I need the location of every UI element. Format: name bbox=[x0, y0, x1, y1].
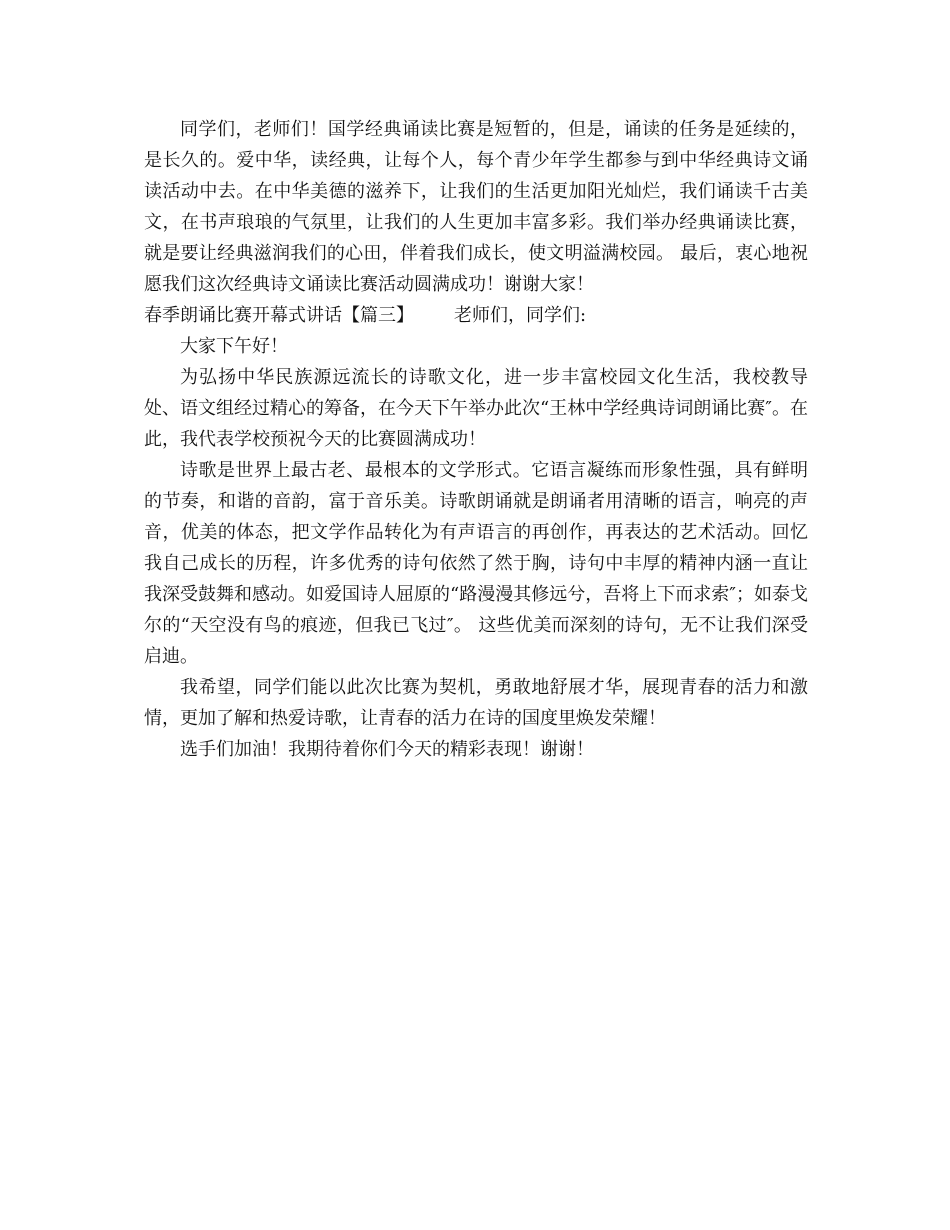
body-paragraph-1: 为弘扬中华民族源远流长的诗歌文化，进一步丰富校园文化生活，我校教导处、语文组经过精心的筹备，在今天下午举办此次“王林中学经典诗词朗诵比赛″。在此，我代表学校预祝今天的比赛圆满成功！ bbox=[144, 367, 809, 450]
salutation: 老师们，同学们: bbox=[454, 305, 587, 326]
section-title: 春季朗诵比赛开幕式讲话【篇三】 bbox=[144, 305, 414, 326]
document-body bbox=[144, 114, 808, 765]
greeting-paragraph: 大家下午好！ bbox=[180, 336, 288, 357]
body-paragraph-2: 诗歌是世界上最古老、最根本的文学形式。它语言凝练而形象性强，具有鲜明的节奏，和谐的音韵，富于音乐美。诗歌朗诵就是朗诵者用清晰的语言，响亮的声音，优美的体态，把文学作品转化为有声语言的再创作，再表达的艺术活动。回忆我自己成长的历程，许多优秀的诗句依然了然于胸，诗句中丰厚的精神内涵一直让我深受鼓舞和感动。如爱国诗人屈原的“路漫漫其修远兮，吾将上下而求索″；如泰戈尔的“天空没有鸟的痕迹，但我已飞过″。 这些优美而深刻的诗句，无不让我们深受启迪。 bbox=[144, 460, 808, 667]
closing-paragraph: 同学们，老师们！国学经典诵读比赛是短暂的，但是，诵读的任务是延续的，是长久的。爱中华，读经典，让每个人，每个青少年学生都参与到中华经典诗文诵读活动中去。在中华美德的滋养下，让我们的生活更加阳光灿烂，我们诵读千古美文，在书声琅琅的气氛里，让我们的人生更加丰富多彩。我们举办经典诵读比赛，就是要让经典滋润我们的心田，伴着我们成长，使文明溢满校园。 最后，衷心地祝愿我们这次经典诗文诵读比赛活动圆满成功！谢谢大家！ bbox=[144, 119, 808, 295]
body-paragraph-4: 选手们加油！我期待着你们今天的精彩表现！谢谢！ bbox=[180, 739, 594, 760]
body-paragraph-3: 我希望，同学们能以此次比赛为契机，勇敢地舒展才华，展现青春的活力和激情，更加了解和热爱诗歌，让青春的活力在诗的国度里焕发荣耀！ bbox=[144, 677, 808, 729]
section-heading-line bbox=[144, 300, 808, 331]
